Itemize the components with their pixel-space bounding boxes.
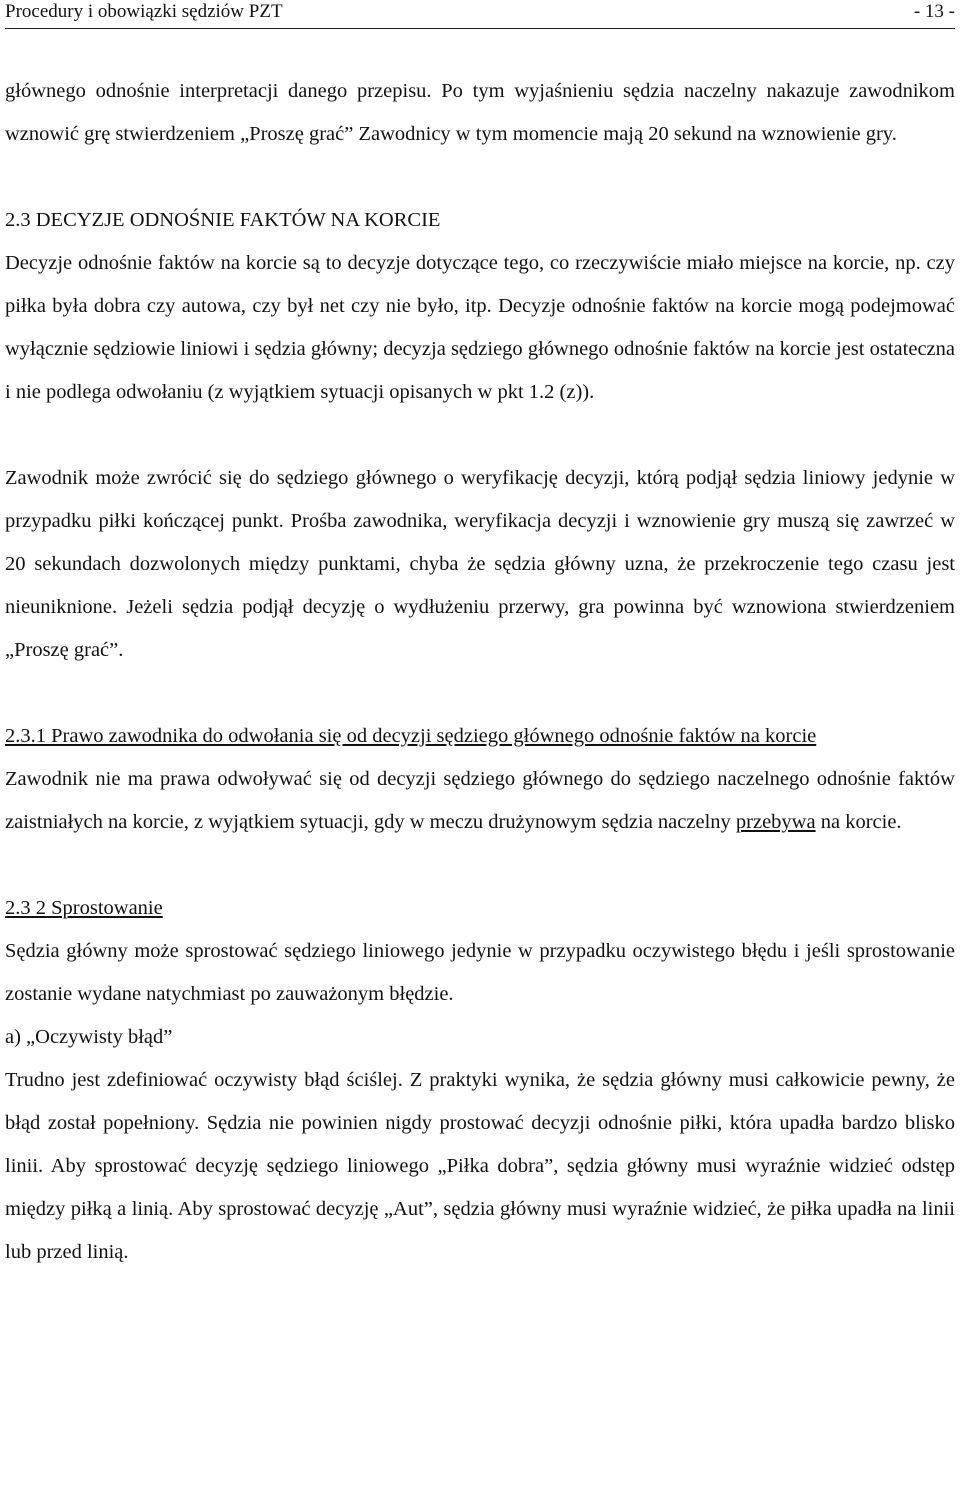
page-header bbox=[5, 0, 955, 29]
section-2-3-1-text-after: na korcie. bbox=[815, 811, 902, 833]
item-a-heading: a) „Oczywisty błąd” bbox=[5, 1026, 173, 1048]
section-2-3-1-heading: 2.3.1 Prawo zawodnika do odwołania się od decyzji sędziego głównego odnośnie faktów na korcie bbox=[5, 725, 817, 747]
section-2-3-1-paragraph bbox=[5, 758, 955, 844]
section-2-3-paragraph: Decyzje odnośnie faktów na korcie są to decyzje dotyczące tego, co rzeczywiście miało miejsce na korcie, np. czy piłka była dobra czy autowa, czy był net czy nie było, itp. Decyzje odnośnie faktów na korcie mogą podejmować wyłącznie sędziowie liniowi i sędzia główny; decyzja sędziego głównego odnośnie faktów na korcie jest ostateczna i nie podlega odwołaniu (z wyjątkiem sytuacji opisanych w pkt 1.2 (z)). bbox=[5, 252, 955, 403]
section-2-3-1-text-before: Zawodnik nie ma prawa odwoływać się od decyzji sędziego głównego do sędziego naczelnego odnośnie faktów zaistniałych na korcie, z wyjątkiem sytuacji, gdy w meczu drużynowym sędzia naczelny bbox=[5, 768, 955, 833]
paragraph-verification: Zawodnik może zwrócić się do sędziego głównego o weryfikację decyzji, którą podjął sędzia liniowy jedynie w przypadku piłki kończącej punkt. Prośba zawodnika, weryfikacja decyzji i wznowienie gry muszą się zawrzeć w 20 sekundach dozwolonych między punktami, chyba że sędzia główny uzna, że przekroczenie tego czasu jest nieuniknione. Jeżeli sędzia podjął decyzję o wydłużeniu przerwy, gra powinna być wznowiona stwierdzeniem „Proszę grać”. bbox=[5, 467, 955, 661]
document-page bbox=[5, 0, 955, 1263]
document-body bbox=[5, 70, 955, 1274]
section-2-3-heading: 2.3 DECYZJE ODNOŚNIE FAKTÓW NA KORCIE bbox=[5, 209, 441, 231]
paragraph-continuation: głównego odnośnie interpretacji danego przepisu. Po tym wyjaśnieniu sędzia naczelny nakazuje zawodnikom wznowić grę stwierdzeniem „Proszę grać” Zawodnicy w tym momencie mają 20 sekund na wznowienie gry. bbox=[5, 80, 955, 145]
document-title: Procedury i obowiązki sędziów PZT bbox=[5, 1, 283, 22]
item-a-paragraph: Trudno jest zdefiniować oczywisty błąd ściślej. Z praktyki wynika, że sędzia główny musi całkowicie pewny, że błąd został popełniony. Sędzia nie powinien nigdy prostować decyzji odnośnie piłki, która upadła bardzo blisko linii. Aby sprostować decyzję sędziego liniowego „Piłka dobra”, sędzia główny musi wyraźnie widzieć odstęp między piłką a linią. Aby sprostować decyzję „Aut”, sędzia główny musi wyraźnie widzieć, że piłka upadła na linii lub przed linią. bbox=[5, 1069, 955, 1263]
section-2-3-2-heading: 2.3 2 Sprostowanie bbox=[5, 897, 163, 919]
section-2-3-1-underlined-word: przebywa bbox=[735, 811, 816, 833]
section-2-3-2-paragraph: Sędzia główny może sprostować sędziego liniowego jedynie w przypadku oczywistego błędu i jeśli sprostowanie zostanie wydane natychmiast po zauważonym błędzie. bbox=[5, 940, 955, 1005]
page-number: - 13 - bbox=[913, 1, 955, 22]
